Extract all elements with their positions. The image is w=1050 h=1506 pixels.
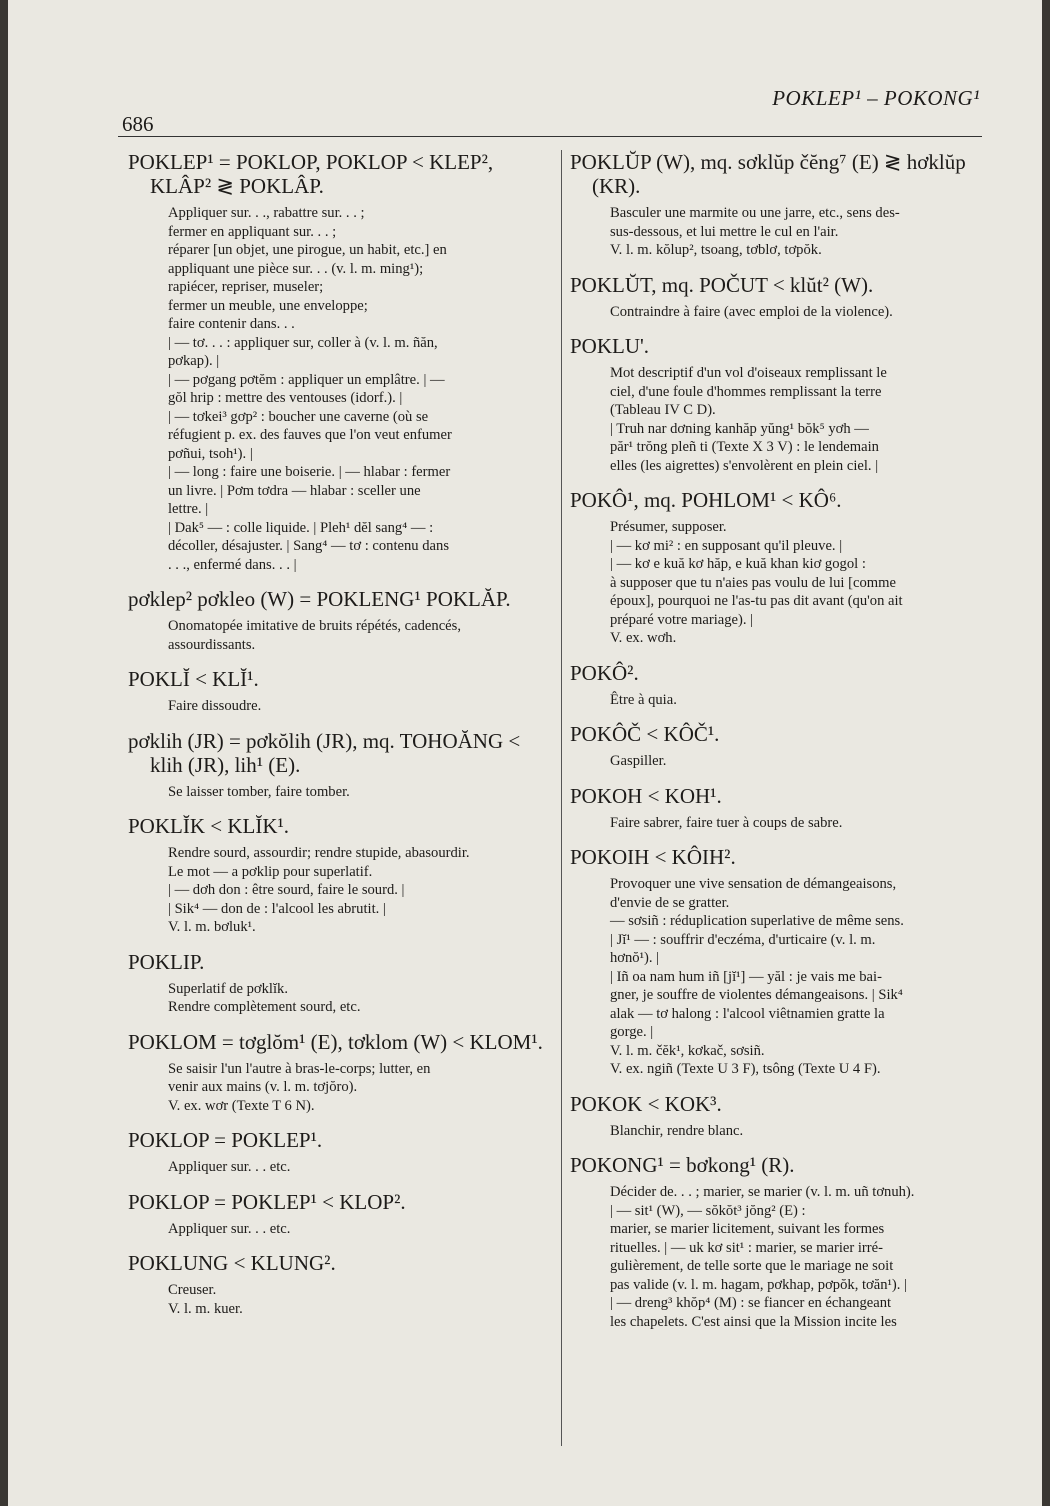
- definition-line: décoller, désajuster. | Sang⁴ — tơ : contenu dans: [168, 538, 450, 554]
- entry-headword: pơklep² pơkleo (W) = POKLENG¹ POKLĂP.: [128, 587, 511, 611]
- right-column: [570, 150, 995, 1344]
- definition-line: | — pơgang pơtĕm : appliquer un emplâtre. | —: [168, 371, 445, 388]
- definition-line: marier, se marier licitement, suivant les formes: [610, 1221, 885, 1237]
- definition-line: | Truh nar dơning kanhăp yŭng¹ bŏk⁵ yơh —: [610, 420, 869, 437]
- entry-headword: pơklih (JR) = pơkŏlih (JR), mq. TOHOĂNG < klih (JR), lih¹ (E).: [128, 728, 521, 777]
- definition-line: pơñui, tsoh¹). |: [168, 445, 253, 462]
- definition-line: pas valide (v. l. m. hagam, pơkhap, pơpŏk, tơăn¹). |: [610, 1276, 907, 1293]
- definition-line: | — tơ. . . : appliquer sur, coller à (v. l. m. ñăn,: [168, 334, 438, 351]
- definition-line: préparé votre mariage). |: [610, 611, 754, 628]
- definition-line: gner, je souffre de violentes démangeaisons. | Sik⁴: [610, 987, 903, 1003]
- definition-line: | — dơh don : être sourd, faire le sourd. |: [168, 882, 405, 898]
- entry-definition: [610, 364, 995, 475]
- entry-headword: POKLOP = POKLEP¹ < KLOP².: [128, 1189, 406, 1214]
- definition-line: à supposer que tu n'aies pas voulu de lui [comme: [610, 574, 896, 591]
- entry-headword: POKLUNG < KLUNG².: [128, 1251, 336, 1275]
- entry-headword: POKLOM = tơglŏm¹ (E), tơklom (W) < KLOM¹.: [128, 1029, 543, 1054]
- dictionary-entry: [570, 845, 995, 1079]
- entry-definition: [610, 1122, 995, 1141]
- dictionary-entry: [570, 1153, 995, 1331]
- entry-headword: POKLOP = POKLEP¹.: [128, 1128, 323, 1152]
- entry-definition: [610, 875, 995, 1079]
- entry-headword: POKLU'.: [570, 334, 650, 358]
- dictionary-entry: [570, 722, 995, 771]
- entry-headword: POKLŬT, mq. POČUT < klŭt² (W).: [570, 272, 874, 297]
- definition-line: V. ex. ngiñ (Texte U 3 F), tsông (Texte U 4 F).: [610, 1061, 881, 1077]
- dictionary-entry: [570, 334, 995, 475]
- definition-line: | — kơ e kuă kơ hăp, e kuă khan kiơ gogol :: [610, 556, 866, 572]
- definition-line: gorge. |: [610, 1024, 654, 1040]
- definition-line: pơkap). |: [168, 353, 220, 369]
- entry-definition: [168, 844, 553, 937]
- entry-definition: [168, 204, 553, 574]
- definition-line: | Iñ oa nam hum iñ [jĭ¹] — yăl : je vais me bai-: [610, 968, 882, 985]
- entry-definition: [610, 752, 995, 771]
- entry-definition: [168, 617, 553, 654]
- definition-line: elles (les aigrettes) s'envolèrent en plein ciel. |: [610, 457, 879, 474]
- definition-line: Présumer, supposer.: [610, 519, 727, 535]
- definition-line: Décider de. . . ; marier, se marier (v. l. m. uñ tơnuh).: [610, 1184, 915, 1200]
- column-divider: [561, 150, 562, 1446]
- definition-line: Creuser.: [168, 1282, 217, 1298]
- entry-definition: [168, 697, 553, 716]
- definition-line: rapiécer, repriser, museler;: [168, 279, 324, 295]
- running-head: POKLEP¹ – POKONG¹: [772, 86, 980, 110]
- definition-line: fermer en appliquant sur. . . ;: [168, 223, 337, 240]
- definition-line: gulièrement, de telle sorte que le mariage ne soit: [610, 1258, 894, 1274]
- entry-headword: POKÔČ < KÔČ¹.: [570, 722, 720, 746]
- entry-definition: [610, 204, 995, 260]
- definition-line: Faire sabrer, faire tuer à coups de sabre.: [610, 814, 843, 831]
- entry-headword: POKLŬP (W), mq. sơklŭp čĕng⁷ (E) ≷ hơklŭp (KR).: [570, 150, 966, 198]
- definition-line: (Tableau IV C D).: [610, 402, 716, 418]
- definition-line: | — dreng³ khŏp⁴ (M) : se fiancer en échangeant: [610, 1295, 892, 1311]
- definition-line: Basculer une marmite ou une jarre, etc., sens des-: [610, 205, 900, 221]
- dictionary-entry: [128, 1190, 553, 1239]
- definition-line: Appliquer sur. . . etc.: [168, 1220, 291, 1237]
- definition-line: réfugient p. ex. des fauves que l'on veut enfumer: [168, 427, 452, 443]
- definition-line: | — kơ mi² : en supposant qu'il pleuve. |: [610, 537, 843, 554]
- definition-line: alak — tơ halong : l'alcool viêtnamien gratte la: [610, 1005, 885, 1022]
- dictionary-entry: [128, 729, 553, 802]
- definition-line: époux], pourquoi ne l'as-tu pas dit avant (qu'on ait: [610, 593, 903, 609]
- definition-line: Le mot — a pơklip pour superlatif.: [168, 863, 373, 880]
- definition-line: Blanchir, rendre blanc.: [610, 1122, 744, 1139]
- definition-line: V. l. m. bơluk¹.: [168, 919, 256, 935]
- entry-headword: POKOK < KOK³.: [570, 1091, 722, 1116]
- definition-line: lettre. |: [168, 501, 209, 517]
- entry-definition: [610, 1183, 995, 1331]
- entry-headword: POKOIH < KÔIH².: [570, 845, 736, 869]
- dictionary-entry: [128, 814, 553, 937]
- dictionary-entry: [570, 273, 995, 322]
- entry-definition: [168, 1158, 553, 1177]
- dictionary-page: [8, 0, 1042, 1506]
- entry-headword: POKÔ¹, mq. POHLOM¹ < KÔ⁶.: [570, 488, 842, 512]
- definition-line: ciel, d'une foule d'hommes remplissant la terre: [610, 383, 882, 400]
- definition-line: Être à quia.: [610, 691, 677, 708]
- definition-line: Superlatif de pơklĭk.: [168, 980, 288, 997]
- dictionary-entry: [570, 784, 995, 833]
- dictionary-entry: [570, 488, 995, 648]
- definition-line: appliquant une pièce sur. . . (v. l. m. ming¹);: [168, 260, 424, 277]
- definition-line: assourdissants.: [168, 636, 256, 653]
- definition-line: Onomatopée imitative de bruits répétés, cadencés,: [168, 618, 461, 634]
- entry-definition: [610, 814, 995, 833]
- entry-definition: [610, 303, 995, 322]
- definition-line: d'envie de se gratter.: [610, 894, 730, 911]
- definition-line: Se laisser tomber, faire tomber.: [168, 783, 350, 800]
- entry-headword: POKOH < KOH¹.: [570, 783, 722, 808]
- entry-headword: POKLĬK < KLĬK¹.: [128, 814, 290, 838]
- definition-line: Provoquer une vive sensation de démangeaisons,: [610, 876, 897, 892]
- definition-line: | — tơkei³ gơp² : boucher une caverne (où se: [168, 408, 429, 425]
- definition-line: hơnŏ¹). |: [610, 950, 660, 966]
- definition-line: Appliquer sur. . . etc.: [168, 1159, 291, 1175]
- definition-line: les chapelets. C'est ainsi que la Mission incite les: [610, 1313, 897, 1330]
- entry-definition: [610, 518, 995, 648]
- dictionary-entry: [128, 1251, 553, 1318]
- dictionary-entry: [128, 150, 553, 574]
- entry-headword: POKÔ².: [570, 660, 639, 685]
- dictionary-entry: [128, 950, 553, 1017]
- entry-headword: POKLĬ < KLĬ¹.: [128, 667, 259, 691]
- definition-line: | Jĭ¹ — : souffrir d'eczéma, d'urticaire (v. l. m.: [610, 931, 876, 948]
- entry-definition: [610, 691, 995, 710]
- definition-line: V. ex. wơh.: [610, 630, 677, 646]
- entry-definition: [168, 783, 553, 802]
- definition-line: | Sik⁴ — don de : l'alcool les abrutit. |: [168, 900, 386, 917]
- definition-line: — sơsiñ : réduplication superlative de même sens.: [610, 913, 904, 929]
- left-column: [128, 150, 553, 1331]
- definition-line: V. l. m. čĕk¹, kơkač, sơsiñ.: [610, 1042, 765, 1059]
- definition-line: rituelles. | — uk kơ sit¹ : marier, se marier irré-: [610, 1239, 883, 1256]
- definition-line: V. l. m. kŏlup², tsoang, tơblơ, tơpŏk.: [610, 242, 822, 258]
- definition-line: Faire dissoudre.: [168, 698, 262, 714]
- definition-line: păr¹ trŏng pleñ ti (Texte X 3 V) : le lendemain: [610, 439, 879, 455]
- definition-line: Appliquer sur. . ., rabattre sur. . . ;: [168, 205, 365, 221]
- dictionary-entry: [570, 1092, 995, 1141]
- definition-line: Contraindre à faire (avec emploi de la violence).: [610, 303, 893, 320]
- definition-line: Gaspiller.: [610, 753, 667, 769]
- definition-line: fermer un meuble, une enveloppe;: [168, 297, 368, 314]
- entry-headword: POKLEP¹ = POKLOP, POKLOP < KLEP², KLÂP² ≷ POKLÂP.: [128, 150, 494, 198]
- definition-line: gŏl hrip : mettre des ventouses (idorf.). |: [168, 390, 403, 406]
- dictionary-entry: [128, 667, 553, 716]
- definition-line: | — sit¹ (W), — sŏkŏt³ jŏng² (E) :: [610, 1202, 806, 1219]
- entry-definition: [168, 1281, 553, 1318]
- definition-line: Rendre sourd, assourdir; rendre stupide, abasourdir.: [168, 845, 470, 861]
- entry-headword: POKLIP.: [128, 949, 205, 974]
- definition-line: réparer [un objet, une pirogue, un habit, etc.] en: [168, 242, 447, 258]
- definition-line: Mot descriptif d'un vol d'oiseaux remplissant le: [610, 365, 887, 381]
- entry-definition: [168, 980, 553, 1017]
- entry-definition: [168, 1060, 553, 1116]
- definition-line: V. l. m. kuer.: [168, 1300, 243, 1317]
- dictionary-entry: [128, 1128, 553, 1177]
- definition-line: sus-dessous, et lui mettre le cul en l'air.: [610, 223, 839, 240]
- dictionary-entry: [128, 587, 553, 654]
- definition-line: Rendre complètement sourd, etc.: [168, 999, 361, 1015]
- dictionary-entry: [128, 1030, 553, 1116]
- entry-definition: [168, 1220, 553, 1239]
- definition-line: faire contenir dans. . .: [168, 316, 295, 332]
- definition-line: un livre. | Pơm tơdra — hlabar : sceller une: [168, 482, 421, 499]
- definition-line: venir aux mains (v. l. m. tơjŏro).: [168, 1079, 358, 1095]
- definition-line: | — long : faire une boiserie. | — hlabar : fermer: [168, 464, 451, 480]
- page-number: 686: [122, 112, 154, 136]
- entry-headword: POKONG¹ = bơkong¹ (R).: [570, 1153, 795, 1177]
- definition-line: . . ., enfermé dans. . . |: [168, 556, 297, 573]
- definition-line: Se saisir l'un l'autre à bras-le-corps; lutter, en: [168, 1060, 431, 1077]
- definition-line: V. ex. wơr (Texte T 6 N).: [168, 1097, 315, 1114]
- header-rule: [118, 136, 982, 137]
- dictionary-entry: [570, 661, 995, 710]
- dictionary-entry: [570, 150, 995, 260]
- definition-line: | Dak⁵ — : colle liquide. | Pleh¹ dĕl sang⁴ — :: [168, 519, 434, 536]
